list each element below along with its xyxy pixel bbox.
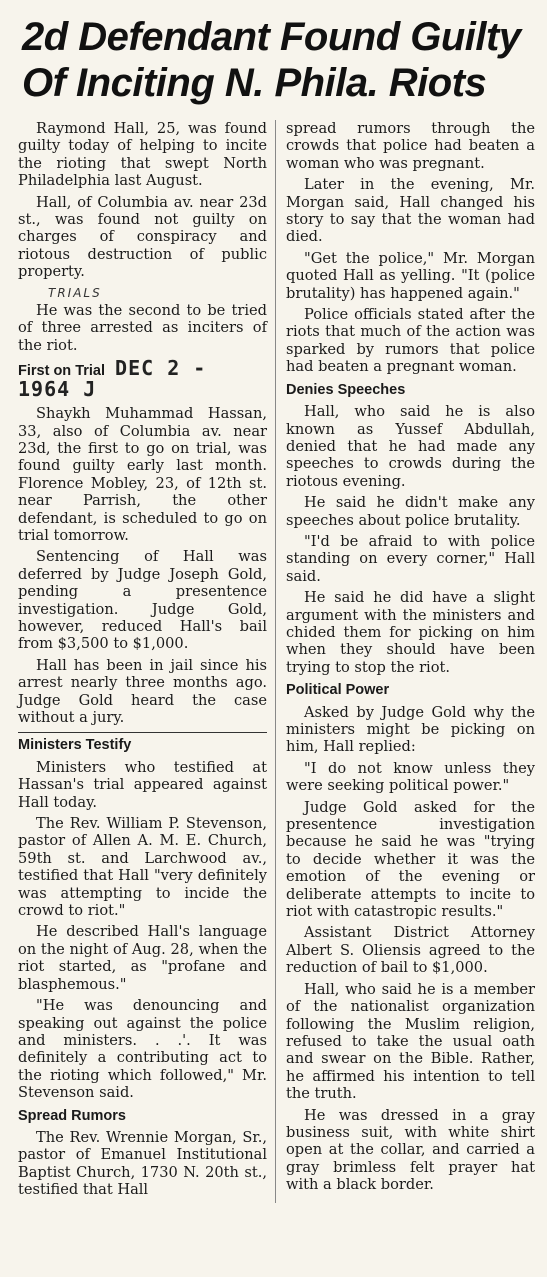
paragraph: "I'd be afraid to with police standing on every corner," Hall said. xyxy=(286,532,535,585)
headline xyxy=(22,14,535,106)
subhead-ministers-testify: Ministers Testify xyxy=(18,732,267,754)
right-column xyxy=(286,120,535,1203)
paragraph: spread rumors through the crowds that police had beaten a woman who was pregnant. xyxy=(286,120,535,172)
paragraph: He was dressed in a gray business suit, with white shirt open at the collar, and carried a gray brimless felt prayer hat with a black border. xyxy=(286,1106,535,1194)
paragraph: Assistant District Attorney Albert S. Oliensis agreed to the reduction of bail to $1,000. xyxy=(286,924,535,977)
paragraph: Judge Gold asked for the presentence investigation because he said he was "trying to decide whether it was the emotion of the evening or deliberate attempts to incite to riot with catastropic results." xyxy=(286,798,535,921)
paragraph: Police officials stated after the riots that much of the action was sparked by rumors that police had beaten a pregnant woman. xyxy=(286,306,535,376)
paragraph: Raymond Hall, 25, was found guilty today of helping to incite the rioting that swept North Philadelphia last August. xyxy=(18,120,267,190)
subhead-label: First on Trial xyxy=(18,363,106,380)
paragraph: He described Hall's language on the night of Aug. 28, when the riot started, as "profane and blasphemous." xyxy=(18,923,267,993)
subhead-denies-speeches: Denies Speeches xyxy=(286,381,406,398)
paragraph: The Rev. William P. Stevenson, pastor of Allen A. M. E. Church, 59th st. and Larchwood av., testified that Hall "very definitely was attempting to incide the crowd to riot." xyxy=(18,815,267,920)
subhead-political-power: Political Power xyxy=(286,682,390,699)
paragraph: Sentencing of Hall was deferred by Judge Joseph Gold, pending a presentence investigation. Judge Gold, however, reduced Hall's bail from $3,500 to $1,000. xyxy=(18,548,267,653)
subhead-spread-rumors: Spread Rumors xyxy=(18,1107,126,1124)
paragraph: Asked by Judge Gold why the ministers might be picking on him, Hall replied: xyxy=(286,703,535,756)
handwritten-annotation: TRIALS xyxy=(48,285,102,300)
paragraph: Hall, who said he is a member of the nationalist organization following the Muslim religion, refused to take the usual oath and swear on the Bible. Rather, he affirmed his intention to tell the truth. xyxy=(286,980,535,1103)
paragraph: Hall, who said he is also known as Yussef Abdullah, denied that he had made any speeches to crowds during the riotous evening. xyxy=(286,403,535,490)
paragraph: "Get the police," Mr. Morgan quoted Hall as yelling. "It (police brutality) has happened again." xyxy=(286,249,535,302)
paragraph: Hall has been in jail since his arrest nearly three months ago. Judge Gold heard the case without a jury. xyxy=(18,656,267,726)
subhead-first-on-trial xyxy=(18,356,267,401)
paragraph: Hall, of Columbia av. near 23d st., was found not guilty on charges of conspiracy and riotous destruction of public property. xyxy=(18,193,267,281)
paragraph: Shaykh Muhammad Hassan, 33, also of Columbia av. near 23d, the first to go on trial, was found guilty early last month. Florence Mobley, 23, of 12th st. near Parrish, the other defendant, is scheduled to go on trial tomorrow. xyxy=(18,405,267,544)
paragraph: He said he didn't make any speeches about police brutality. xyxy=(286,494,535,529)
left-column xyxy=(18,120,276,1203)
headline-line-1: 2d Defendant Found Guilty xyxy=(22,15,521,59)
paragraph: He was the second to be tried of three arrested as inciters of the riot. xyxy=(18,302,267,354)
article-body xyxy=(18,120,535,1203)
paragraph: Ministers who testified at Hassan's trial appeared against Hall today. xyxy=(18,758,267,811)
paragraph: "He was denouncing and speaking out against the police and ministers. . .'. It was definitely a contributing act to the rioting which followed," Mr. Stevenson said. xyxy=(18,997,267,1102)
paragraph: Later in the evening, Mr. Morgan said, Hall changed his story to say that the woman had died. xyxy=(286,176,535,246)
headline-line-2: Of Inciting N. Phila. Riots xyxy=(22,61,487,105)
paragraph: The Rev. Wrennie Morgan, Sr., pastor of Emanuel Institutional Baptist Church, 1730 N. 20th st., testified that Hall xyxy=(18,1128,267,1199)
paragraph: "I do not know unless they were seeking political power." xyxy=(286,759,535,795)
date-stamp: DEC 2 - 1964 J xyxy=(18,356,207,401)
paragraph: He said he did have a slight argument with the ministers and chided them for picking on him when they should have been trying to stop the riot. xyxy=(286,589,535,676)
